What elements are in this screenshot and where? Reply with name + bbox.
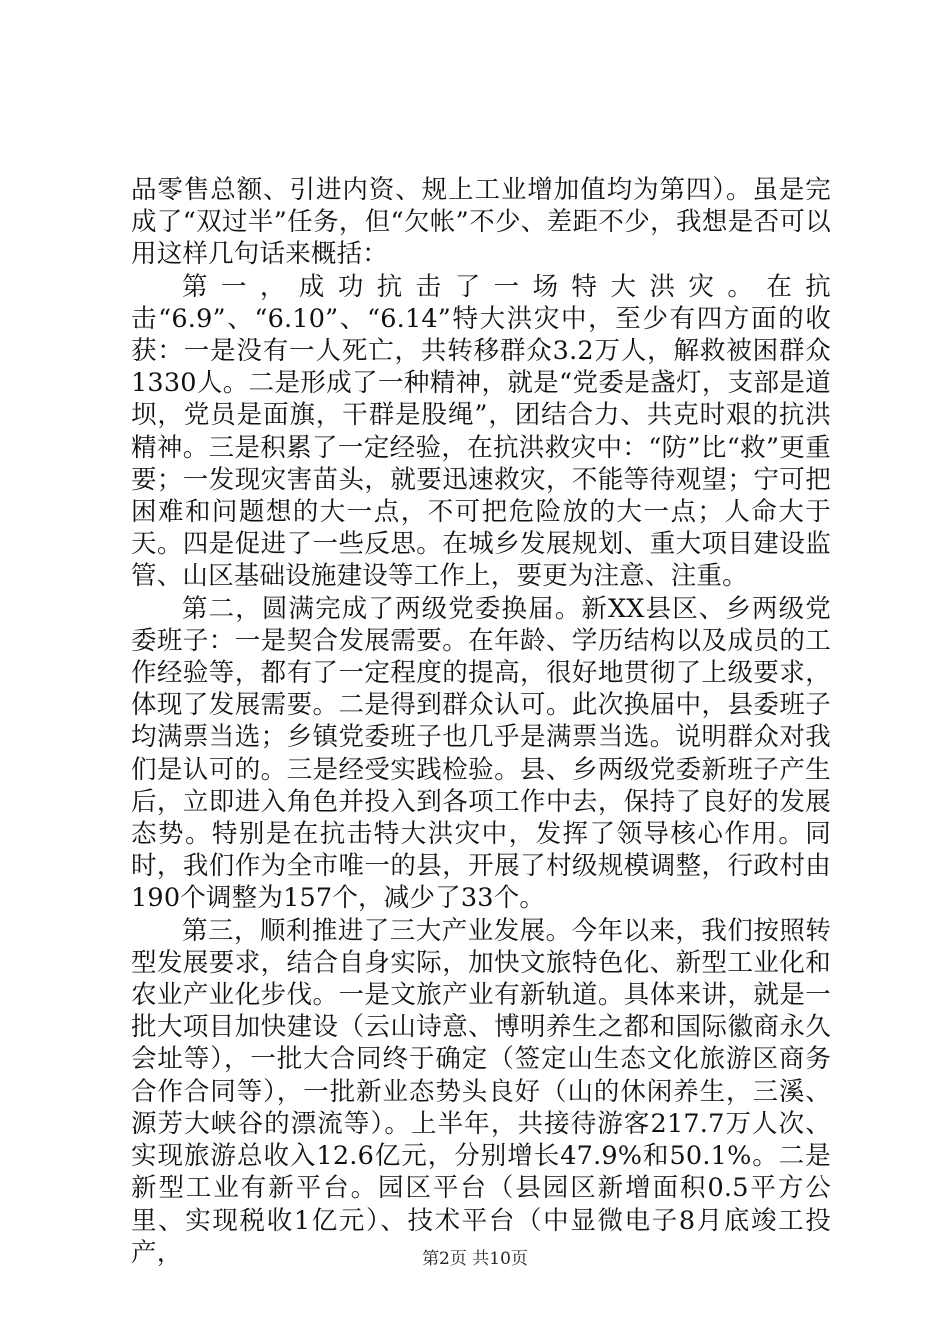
document-body <box>131 174 831 1269</box>
page-number-footer: 第2页 共10页 <box>422 1249 528 1269</box>
paragraph-flood-relief: 第一，成功抗击了一场特大洪灾。在抗击“6.9”、“6.10”、“6.14”特大洪灾中，至少有四方面的收获：一是没有一人死亡，共转移群众3.2万人，解救被困群众1330人。二是形成了一种精神，就是“党委是盏灯，支部是道坝，党员是面旗，干群是股绳”，团结合力、共克时艰的抗洪精神。三是积累了一定经验，在抗洪救灾中：“防”比“救”更重要；一发现灾害苗头，就要迅速救灾，不能等待观望；宁可把困难和问题想的大一点，不可把危险放的大一点；人命大于天。四是促进了一些反思。在城乡发展规划、重大项目建设监管、山区基础设施建设等工作上，要更为注意、注重。 <box>131 271 831 592</box>
paragraph-industry-development: 第三，顺利推进了三大产业发展。今年以来，我们按照转型发展要求，结合自身实际，加快文旅特色化、新型工业化和农业产业化步伐。一是文旅产业有新轨道。具体来讲，就是一批大项目加快建设（云山诗意、博明养生之都和国际徽商永久会址等），一批大合同终于确定（签定山生态文化旅游区商务合作合同等），一批新业态势头良好（山的休闲养生，三溪、源芳大峡谷的漂流等）。上半年，共接待游客217.7万人次、实现旅游总收入12.6亿元，分别增长47.9%和50.1%。二是新型工业有新平台。园区平台（县园区新增面积0.5平方公里、实现税收1亿元）、技术平台（中显微电子8月底竣工投产， <box>131 915 831 1268</box>
paragraph-continuation: 品零售总额、引进内资、规上工业增加值均为第四）。虽是完成了“双过半”任务，但“欠帐”不少、差距不少，我想是否可以用这样几句话来概括： <box>131 175 831 270</box>
paragraph-party-election: 第二，圆满完成了两级党委换届。新XX县区、乡两级党委班子：一是契合发展需要。在年龄、学历结构以及成员的工作经验等，都有了一定程度的提高，很好地贯彻了上级要求，体现了发展需要。二是得到群众认可。此次换届中，县委班子均满票当选；乡镇党委班子也几乎是满票当选。说明群众对我们是认可的。三是经受实践检验。县、乡两级党委新班子产生后，立即进入角色并投入到各项工作中去，保持了良好的发展态势。特别是在抗击特大洪灾中，发挥了领导核心作用。同时，我们作为全市唯一的县，开展了村级规模调整，行政村由190个调整为157个，减少了33个。 <box>131 593 831 914</box>
